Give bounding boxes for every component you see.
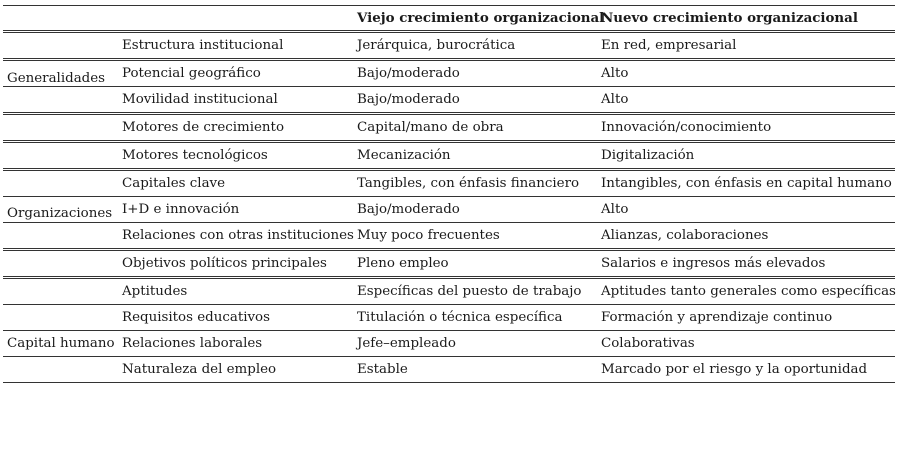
row-attribute: Motores tecnológicos <box>122 148 268 163</box>
row-attribute: I+D e innovación <box>122 202 240 217</box>
table-row <box>3 357 895 383</box>
row-attribute: Relaciones con otras instituciones <box>122 228 354 243</box>
row-new-value: Innovación/conocimiento <box>601 120 772 135</box>
row-attribute: Motores de crecimiento <box>122 120 285 135</box>
row-attribute: Aptitudes <box>122 284 188 299</box>
table-row <box>3 279 895 305</box>
group-label-capital-humano: Capital humano <box>7 336 115 351</box>
group-label-generalidades: Generalidades <box>7 71 106 86</box>
row-attribute: Requisitos educativos <box>122 310 270 325</box>
row-new-value: Intangibles, con énfasis en capital humano <box>601 176 892 191</box>
row-attribute: Objetivos políticos principales <box>122 256 327 271</box>
row-new-value: En red, empresarial <box>601 38 737 53</box>
row-old-value: Mecanización <box>357 148 451 163</box>
table-row <box>3 143 895 171</box>
row-attribute: Relaciones laborales <box>122 336 263 351</box>
row-old-value: Estable <box>357 362 408 377</box>
row-old-value: Jefe–empleado <box>357 336 456 351</box>
row-old-value: Bajo/moderado <box>357 202 460 217</box>
row-new-value: Colaborativas <box>601 336 695 351</box>
table-row <box>3 331 895 357</box>
table-row <box>3 251 895 279</box>
row-attribute: Estructura institucional <box>122 38 284 53</box>
row-new-value: Formación y aprendizaje continuo <box>601 310 833 325</box>
row-old-value: Muy poco frecuentes <box>357 228 500 243</box>
row-new-value: Alianzas, colaboraciones <box>601 228 769 243</box>
row-old-value: Titulación o técnica específica <box>357 310 563 325</box>
table-row <box>3 33 895 61</box>
row-new-value: Digitalización <box>601 148 695 163</box>
table-row <box>3 305 895 331</box>
header-old-growth: Viejo crecimiento organizacional <box>357 10 605 26</box>
row-attribute: Potencial geográfico <box>122 66 261 81</box>
table-row <box>3 223 895 251</box>
row-old-value: Pleno empleo <box>357 256 449 271</box>
row-old-value: Bajo/moderado <box>357 92 460 107</box>
row-attribute: Naturaleza del empleo <box>122 362 277 377</box>
row-old-value: Capital/mano de obra <box>357 120 504 135</box>
row-new-value: Aptitudes tanto generales como específicas <box>601 284 896 299</box>
table-row <box>3 197 895 223</box>
row-old-value: Jerárquica, burocrática <box>357 38 516 53</box>
group-label-organizaciones: Organizaciones <box>7 206 113 221</box>
row-attribute: Movilidad institucional <box>122 92 278 107</box>
table-row <box>3 171 895 197</box>
header-new-growth: Nuevo crecimiento organizacional <box>601 10 858 26</box>
row-new-value: Salarios e ingresos más elevados <box>601 256 826 271</box>
table-header-row <box>3 5 895 33</box>
table-row <box>3 61 895 87</box>
table-row <box>3 115 895 143</box>
comparison-table <box>3 5 895 383</box>
table-row <box>3 87 895 115</box>
row-new-value: Alto <box>601 66 629 81</box>
row-new-value: Marcado por el riesgo y la oportunidad <box>601 362 868 377</box>
row-new-value: Alto <box>601 202 629 217</box>
row-new-value: Alto <box>601 92 629 107</box>
row-old-value: Tangibles, con énfasis financiero <box>357 176 580 191</box>
row-old-value: Bajo/moderado <box>357 66 460 81</box>
row-attribute: Capitales clave <box>122 176 226 191</box>
row-old-value: Específicas del puesto de trabajo <box>357 284 582 299</box>
